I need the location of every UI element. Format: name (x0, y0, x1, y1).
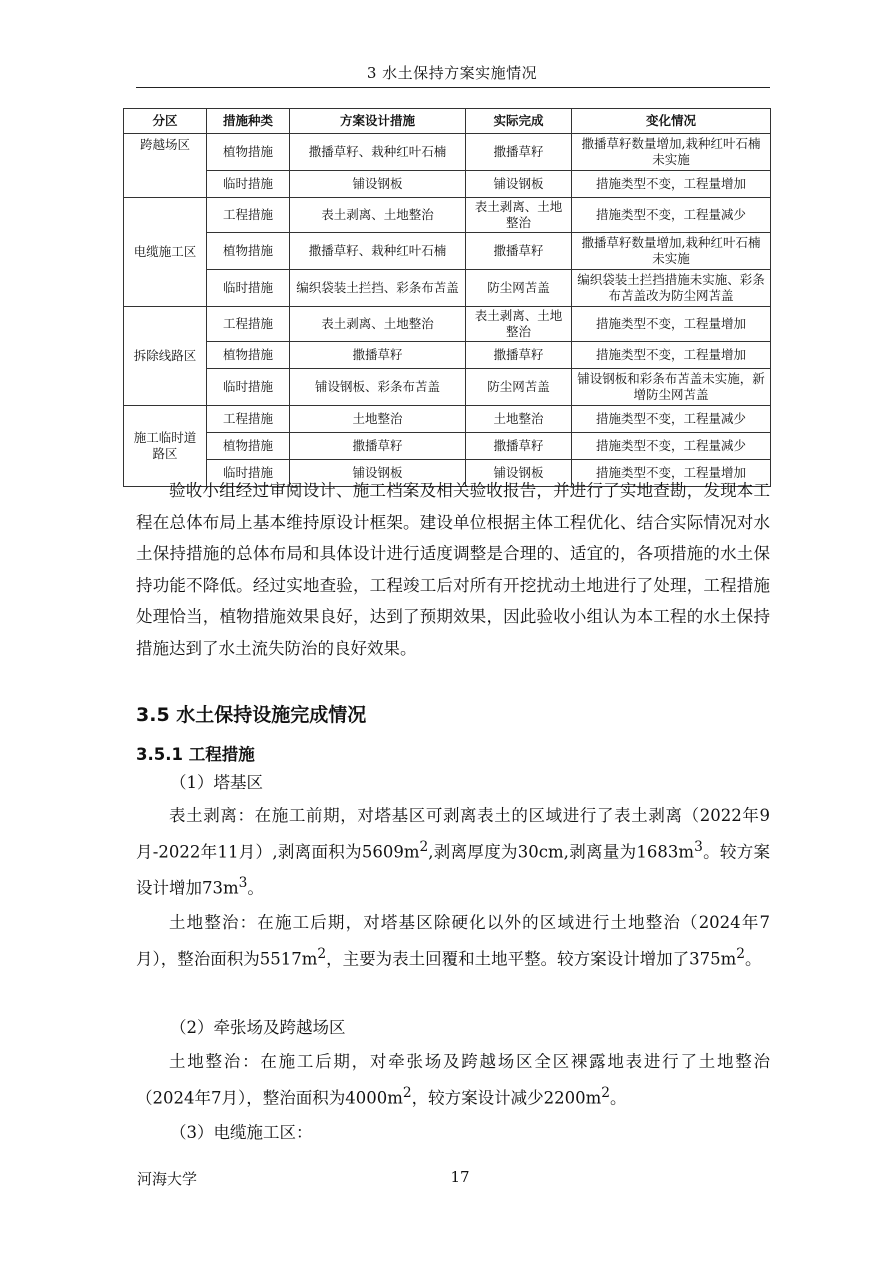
table-cell: 撒播草籽 (290, 342, 466, 369)
text-run: 。较方案设计增加73m (136, 842, 771, 897)
text-run: 。 (745, 949, 762, 968)
col-header-change: 变化情况 (572, 109, 771, 134)
footer-school: 河海大学 (137, 1170, 198, 1188)
table-cell: 撒播草籽 (466, 433, 572, 460)
superscript: 2 (736, 945, 746, 962)
table-cell: 临时措施 (207, 270, 290, 307)
table-row (124, 198, 771, 233)
table-row (124, 406, 771, 433)
page-number: 17 (450, 1168, 470, 1186)
text-run: 土地整治：在施工后期，对塔基区除硬化以外的区域进行土地整治（2024年7月），整治面积为5517m (136, 913, 770, 968)
text-run: ，主要为表土回覆和土地平整。较方案设计增加了375m (326, 949, 737, 968)
text-run: ,剥离厚度为30cm,剥离量为1683m (428, 842, 695, 861)
table-cell: 措施类型不变，工程量增加 (572, 342, 771, 369)
table-row (124, 433, 771, 460)
col-header-zone: 分区 (124, 109, 207, 134)
header-rule (136, 87, 770, 88)
item-tower-base-title: （1）塔基区 (170, 773, 263, 792)
table-cell: 措施类型不变，工程量增加 (572, 460, 771, 487)
topsoil-stripping-paragraph (136, 800, 770, 904)
table-row (124, 270, 771, 307)
zone-cell: 电缆施工区 (124, 198, 207, 307)
text-run: 土地整治：在施工后期，对牵张场及跨越场区全区裸露地表进行了土地整治（2024年7月），整治面积为4000m (136, 1052, 770, 1107)
table-cell: 措施类型不变，工程量减少 (572, 198, 771, 233)
table-cell: 铺设钢板 (466, 460, 572, 487)
superscript: 2 (402, 1084, 412, 1101)
table-cell: 撒播草籽、栽种红叶石楠 (290, 134, 466, 171)
table-cell: 撒播草籽 (466, 134, 572, 171)
col-header-type: 措施种类 (207, 109, 290, 134)
zone-cell: 跨越场区 (124, 134, 207, 198)
table-row (124, 233, 771, 270)
col-header-design: 方案设计措施 (290, 109, 466, 134)
item-tension-field-title: （2）牵张场及跨越场区 (170, 1018, 346, 1037)
table-cell: 临时措施 (207, 460, 290, 487)
table-cell: 工程措施 (207, 198, 290, 233)
table-cell: 防尘网苫盖 (466, 369, 572, 406)
table-cell: 措施类型不变，工程量减少 (572, 406, 771, 433)
table-cell: 铺设钢板和彩条布苫盖未实施，新增防尘网苫盖 (572, 369, 771, 406)
table-cell: 铺设钢板 (290, 171, 466, 198)
table-cell: 编织袋装土拦挡措施未实施、彩条布苫盖改为防尘网苫盖 (572, 270, 771, 307)
table-cell: 撒播草籽、栽种红叶石楠 (290, 233, 466, 270)
text-run: 表土剥离：在施工前期，对塔基区可剥离表土的区域进行了表土剥离（2022年9月-2022年11月）,剥离面积为5609m (136, 806, 770, 861)
table-cell: 措施类型不变，工程量增加 (572, 307, 771, 342)
table-cell: 铺设钢板、彩条布苫盖 (290, 369, 466, 406)
land-grading-paragraph-1 (136, 907, 770, 975)
acceptance-paragraph: 验收小组经过审阅设计、施工档案及相关验收报告，并进行了实地查勘，发现本工程在总体布局上基本维持原设计框架。建设单位根据主体工程优化、结合实际情况对水土保持措施的总体布局和具体设计进行适度调整是合理的、适宜的，各项措施的水土保持功能不降低。经过实地查验，工程竣工后对所有开挖扰动土地进行了处理，工程措施处理恰当，植物措施效果良好，达到了预期效果，因此验收小组认为本工程的水土保持措施达到了水土流失防治的良好效果。 (136, 481, 770, 658)
table-cell: 撒播草籽 (290, 433, 466, 460)
table-cell: 临时措施 (207, 171, 290, 198)
table-cell: 撒播草籽数量增加,栽种红叶石楠未实施 (572, 233, 771, 270)
table-cell: 铺设钢板 (466, 171, 572, 198)
table-cell: 撒播草籽 (466, 233, 572, 270)
superscript: 2 (601, 1084, 611, 1101)
table-cell: 临时措施 (207, 369, 290, 406)
table-header-row (124, 109, 771, 134)
table-cell: 表土剥离、土地整治 (290, 307, 466, 342)
table-cell: 铺设钢板 (290, 460, 466, 487)
text-run: ，较方案设计减少2200m (411, 1088, 602, 1107)
table-cell: 土地整治 (290, 406, 466, 433)
table-cell: 措施类型不变，工程量减少 (572, 433, 771, 460)
section-heading: 3.5 水土保持设施完成情况 (136, 704, 367, 726)
table-cell: 土地整治 (466, 406, 572, 433)
table-cell: 措施类型不变，工程量增加 (572, 171, 771, 198)
table-row (124, 307, 771, 342)
table-cell: 工程措施 (207, 307, 290, 342)
superscript: 3 (694, 838, 703, 855)
table-row (124, 134, 771, 171)
table-cell: 撒播草籽 (466, 342, 572, 369)
running-header: 3 水土保持方案实施情况 (366, 64, 538, 82)
superscript: 2 (419, 838, 429, 855)
table-cell: 表土剥离、土地整治 (290, 198, 466, 233)
table-cell: 植物措施 (207, 134, 290, 171)
table-row (124, 369, 771, 406)
table-cell: 防尘网苫盖 (466, 270, 572, 307)
table-cell: 编织袋装土拦挡、彩条布苫盖 (290, 270, 466, 307)
text-run: 。 (247, 878, 264, 897)
item-cable-area-title: （3）电缆施工区： (170, 1123, 313, 1142)
table-row (124, 342, 771, 369)
table-cell: 工程措施 (207, 406, 290, 433)
table-cell: 表土剥离、土地整治 (466, 307, 572, 342)
subsection-heading: 3.5.1 工程措施 (136, 745, 255, 764)
text-run: 。 (610, 1088, 627, 1107)
table-row (124, 171, 771, 198)
table-cell: 表土剥离、土地整治 (466, 198, 572, 233)
col-header-actual: 实际完成 (466, 109, 572, 134)
land-grading-paragraph-2 (136, 1046, 770, 1114)
zone-cell: 拆除线路区 (124, 307, 207, 406)
table-cell: 植物措施 (207, 433, 290, 460)
table-cell: 植物措施 (207, 342, 290, 369)
measures-change-table (123, 108, 771, 487)
table-cell: 撒播草籽数量增加,栽种红叶石楠未实施 (572, 134, 771, 171)
superscript: 3 (238, 874, 248, 891)
superscript: 2 (317, 945, 327, 962)
table-cell: 植物措施 (207, 233, 290, 270)
zone-cell: 施工临时道路区 (124, 406, 207, 487)
